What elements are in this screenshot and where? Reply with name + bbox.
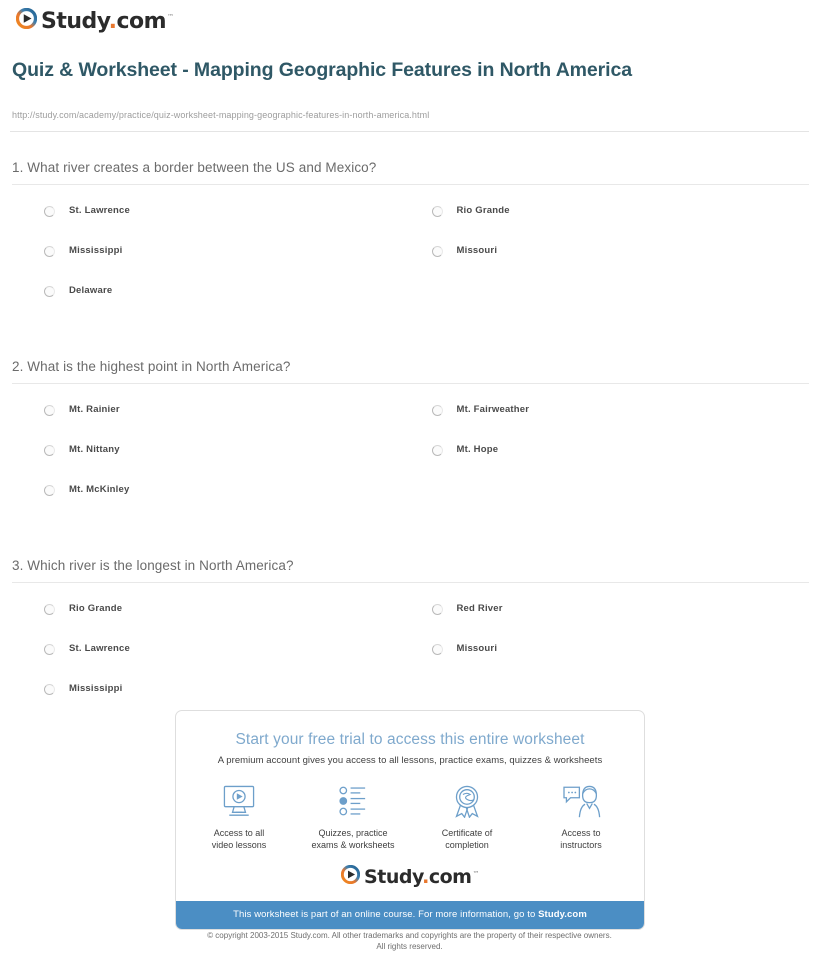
option-label: Red River (456, 603, 503, 614)
feature-item-certificate (410, 782, 524, 851)
option-label: Missouri (456, 245, 498, 256)
promo-footer-bar (176, 901, 644, 929)
option-label: Rio Grande (456, 205, 510, 216)
instructor-chat-icon (528, 782, 634, 820)
option-label: Rio Grande (69, 603, 123, 614)
promo-logo-wordmark: Study.com™ (364, 866, 479, 888)
promo-bar-text: This worksheet is part of an online course. For more information, go to (233, 909, 539, 920)
question-block (0, 359, 819, 524)
radio-button[interactable] (432, 644, 443, 655)
trademark-symbol: ™ (167, 13, 174, 22)
option-group (0, 583, 819, 723)
feature-label: Access to all video lessons (211, 828, 267, 850)
option-label: Mt. McKinley (69, 484, 130, 495)
header-logo[interactable] (16, 8, 174, 34)
option-label: Mississippi (69, 683, 123, 694)
play-circle-logo-icon (16, 8, 37, 34)
play-circle-logo-icon (341, 865, 360, 889)
trademark-symbol: ™ (472, 869, 479, 878)
page-title: Quiz & Worksheet - Mapping Geographic Features in North America (12, 59, 632, 81)
option-row[interactable] (44, 643, 432, 683)
option-label: Missouri (456, 643, 498, 654)
option-row[interactable] (44, 404, 432, 444)
promo-feature-list (176, 766, 644, 861)
option-row[interactable] (432, 444, 819, 484)
copyright-line-2: All rights reserved. (376, 942, 443, 951)
radio-button[interactable] (44, 445, 55, 456)
option-group (0, 384, 819, 524)
option-label: Mt. Rainier (69, 404, 120, 415)
question-text: 3. Which river is the longest in North America? (12, 558, 294, 573)
feature-item-video-lessons (182, 782, 296, 851)
option-row[interactable] (432, 643, 819, 683)
option-group (0, 185, 819, 325)
radio-button[interactable] (432, 445, 443, 456)
option-row[interactable] (432, 404, 819, 444)
radio-button[interactable] (432, 246, 443, 257)
option-label: Mississippi (69, 245, 123, 256)
option-row[interactable] (44, 205, 432, 245)
option-label: St. Lawrence (69, 205, 131, 216)
feature-item-quizzes (296, 782, 410, 851)
promo-headline: Start your free trial to access this entire worksheet (235, 731, 585, 748)
promo-bar-link[interactable]: Study.com (538, 909, 587, 920)
promo-subheadline: A premium account gives you access to all lessons, practice exams, quizzes & worksheets (217, 755, 603, 766)
option-row[interactable] (44, 245, 432, 285)
question-text: 2. What is the highest point in North America? (12, 359, 291, 374)
option-row[interactable] (432, 245, 819, 285)
radio-button[interactable] (432, 206, 443, 217)
radio-button[interactable] (432, 405, 443, 416)
option-label: Mt. Hope (456, 444, 499, 455)
radio-button[interactable] (44, 644, 55, 655)
copyright-line-1: © copyright 2003-2015 Study.com. All other trademarks and copyrights are the property of their respective owners. (207, 931, 612, 940)
question-text: 1. What river creates a border between the US and Mexico? (12, 160, 377, 175)
radio-button[interactable] (44, 246, 55, 257)
header-divider (10, 131, 809, 132)
question-block (0, 558, 819, 723)
award-ribbon-icon (414, 782, 520, 820)
radio-button[interactable] (44, 286, 55, 297)
radio-button[interactable] (44, 206, 55, 217)
option-row[interactable] (44, 285, 432, 325)
promo-brand[interactable] (341, 865, 479, 889)
copyright-notice (0, 930, 819, 952)
feature-label: Certificate of completion (441, 828, 493, 850)
option-row[interactable] (44, 484, 432, 524)
free-trial-promo-card (175, 710, 645, 930)
option-label: Mt. Fairweather (456, 404, 530, 415)
radio-button[interactable] (44, 684, 55, 695)
feature-label: Quizzes, practice exams & worksheets (311, 828, 395, 850)
question-block (0, 160, 819, 325)
checklist-icon (300, 782, 406, 820)
radio-button[interactable] (44, 485, 55, 496)
questions-list (0, 160, 819, 757)
option-label: St. Lawrence (69, 643, 131, 654)
option-row[interactable] (44, 603, 432, 643)
radio-button[interactable] (432, 604, 443, 615)
option-label: Delaware (69, 285, 113, 296)
feature-label: Access to instructors (560, 828, 602, 850)
video-monitor-icon (186, 782, 292, 820)
promo-logo[interactable] (176, 861, 644, 901)
option-row[interactable] (432, 603, 819, 643)
option-row[interactable] (432, 205, 819, 245)
header-logo-wordmark: Study.com™ (41, 8, 174, 34)
radio-button[interactable] (44, 604, 55, 615)
feature-item-instructors (524, 782, 638, 851)
radio-button[interactable] (44, 405, 55, 416)
option-row[interactable] (44, 444, 432, 484)
option-label: Mt. Nittany (69, 444, 120, 455)
page-url: http://study.com/academy/practice/quiz-worksheet-mapping-geographic-features-in-north-america.html (12, 110, 430, 120)
